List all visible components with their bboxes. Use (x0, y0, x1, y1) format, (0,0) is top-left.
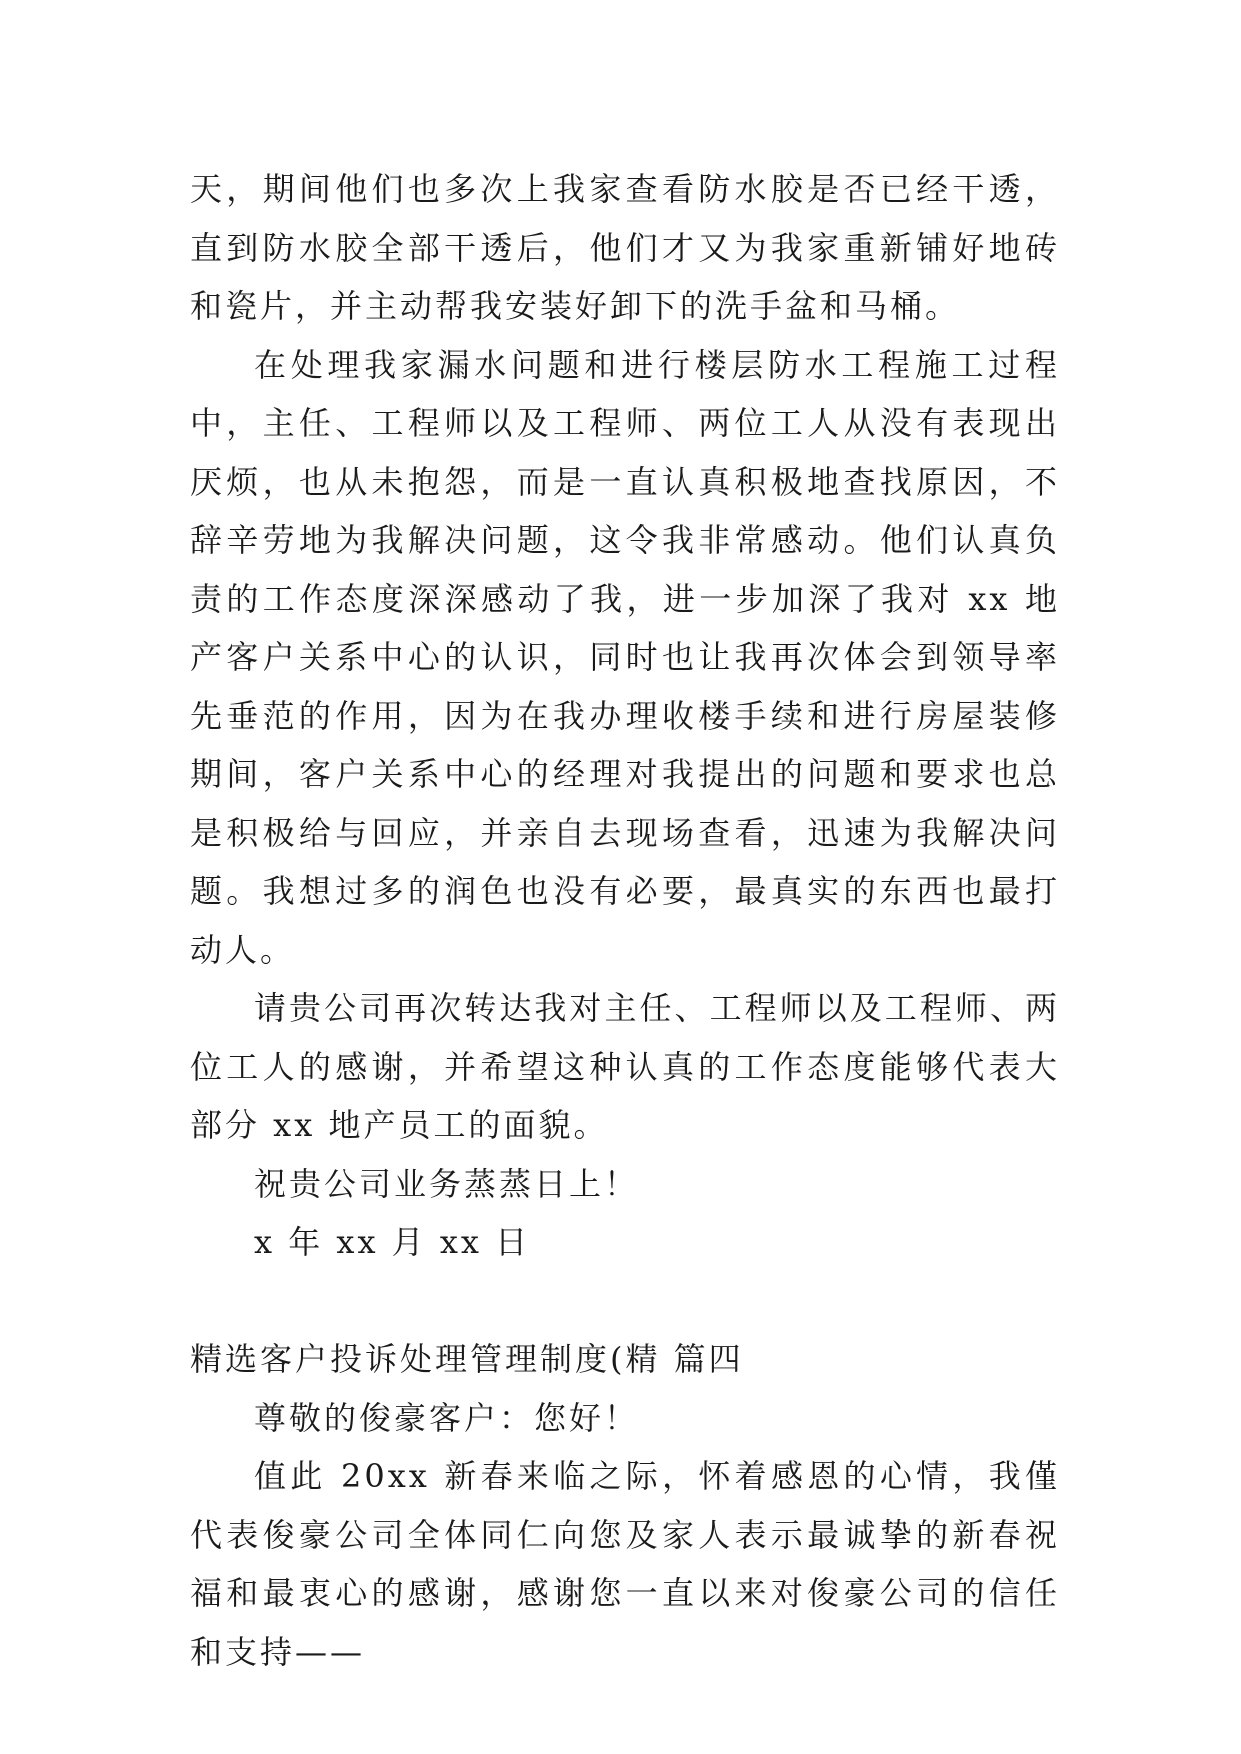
paragraph-date: x 年 xx 月 xx 日 (254, 1223, 531, 1261)
paragraph-thanks: 请贵公司再次转达我对主任、工程师以及工程师、两位工人的感谢，并希望这种认真的工作态度能够代表大部分 xx 地产员工的面貌。 (190, 989, 1060, 1144)
paragraph-continued: 天，期间他们也多次上我家查看防水胶是否已经干透，直到防水胶全部干透后，他们才又为我家重新铺好地砖和瓷片，并主动帮我安装好卸下的洗手盆和马桶。 (190, 170, 1060, 325)
document-body (190, 160, 1060, 1681)
section-heading: 精选客户投诉处理管理制度(精 篇四 (190, 1340, 744, 1378)
paragraph-wishes: 祝贵公司业务蒸蒸日上！ (254, 1164, 640, 1203)
paragraph-leak-handling: 在处理我家漏水问题和进行楼层防水工程施工过程中，主任、工程师以及工程师、两位工人从没有表现出厌烦，也从未抱怨，而是一直认真积极地查找原因，不辞辛劳地为我解决问题，这令我非常感动。他们认真负责的工作态度深深感动了我，进一步加深了我对 xx 地产客户关系中心的认识，同时也让我再次体会到领导率先垂范的作用，因为在我办理收楼手续和进行房屋装修期间，客户关系中心的经理对我提出的问题和要求也总是积极给与回应，并亲自去现场查看，迅速为我解决问题。我想过多的润色也没有必要，最真实的东西也最打动人。 (190, 345, 1060, 969)
paragraph-new-year: 值此 20xx 新春来临之际，怀着感恩的心情，我僅代表俊豪公司全体同仁向您及家人表示最诚挚的新春祝福和最衷心的感谢，感谢您一直以来对俊豪公司的信任和支持—— (190, 1457, 1060, 1671)
blank-line (190, 1272, 1060, 1331)
paragraph-salutation: 尊敬的俊豪客户：您好！ (254, 1398, 640, 1437)
